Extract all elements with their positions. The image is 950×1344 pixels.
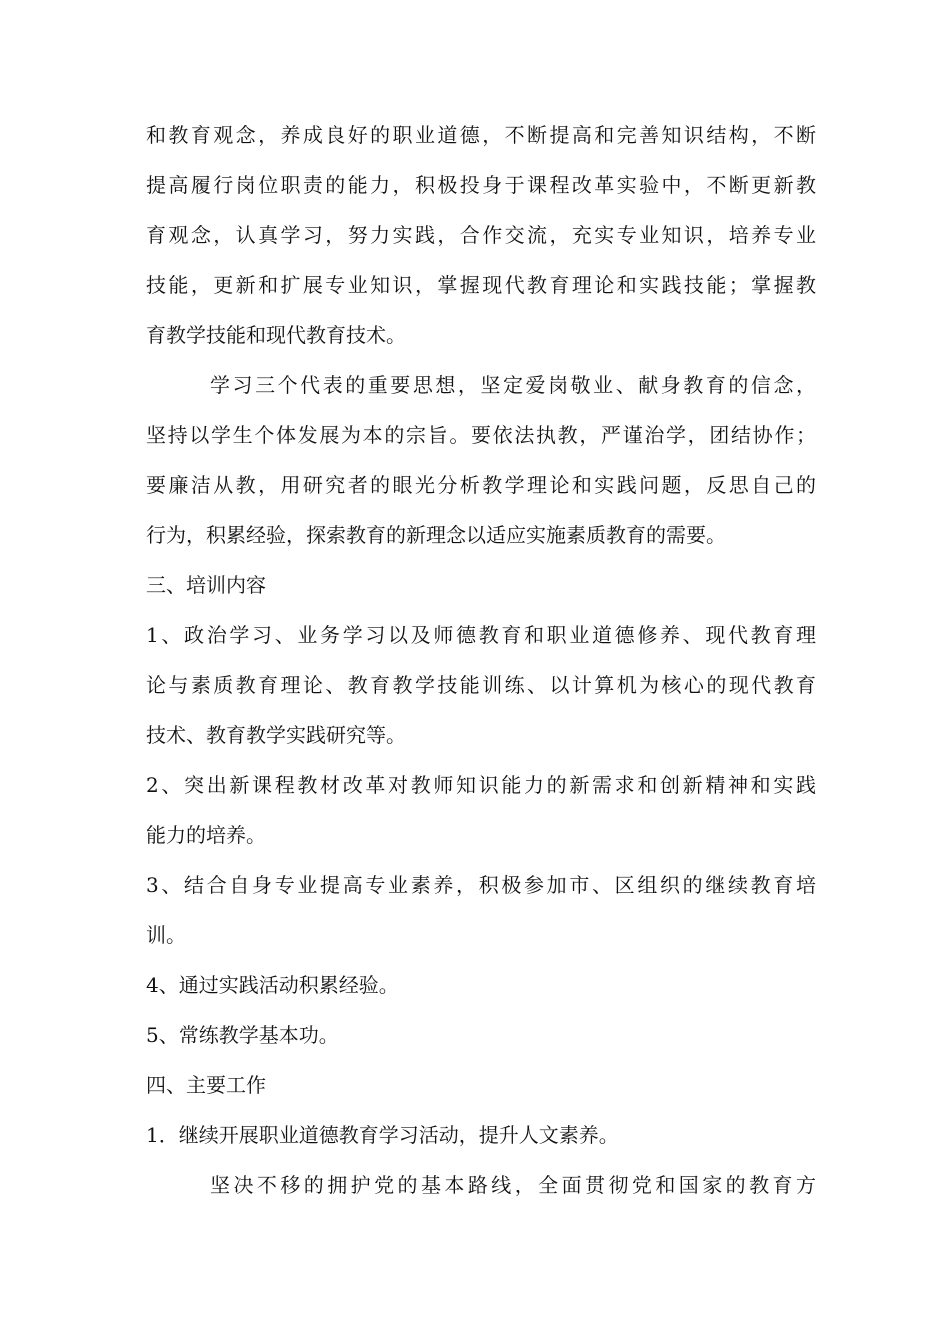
list-item-line: 4、通过实践活动积累经验。 [146, 973, 399, 997]
subsection-heading: 1．继续开展职业道德教育学习活动，提升人文素养。 [146, 1123, 619, 1147]
list-item-line: 技术、教育教学实践研究等。 [146, 723, 406, 747]
section-heading: 四、主要工作 [146, 1073, 266, 1097]
list-item-line: 3、结合自身专业提高专业素养，积极参加市、区组织的继续教育培 [146, 873, 816, 897]
paragraph-line: 要廉洁从教，用研究者的眼光分析教学理论和实践问题，反思自己的 [146, 473, 816, 497]
list-item-line: 1、政治学习、业务学习以及师德教育和职业道德修养、现代教育理 [146, 623, 816, 647]
paragraph-line: 坚决不移的拥护党的基本路线，全面贯彻党和国家的教育方 [210, 1173, 816, 1197]
paragraph-line: 育教学技能和现代教育技术。 [146, 323, 406, 347]
list-item-line: 论与素质教育理论、教育教学技能训练、以计算机为核心的现代教育 [146, 673, 816, 697]
paragraph-line: 育观念，认真学习，努力实践，合作交流，充实专业知识，培养专业 [146, 223, 816, 247]
list-item-line: 训。 [146, 923, 186, 947]
list-item-line: 2、突出新课程教材改革对教师知识能力的新需求和创新精神和实践 [146, 773, 816, 797]
paragraph-line: 技能，更新和扩展专业知识，掌握现代教育理论和实践技能；掌握教 [146, 273, 816, 297]
paragraph-line: 学习三个代表的重要思想，坚定爱岗敬业、献身教育的信念， [210, 373, 816, 397]
paragraph-line: 提高履行岗位职责的能力，积极投身于课程改革实验中，不断更新教 [146, 173, 816, 197]
list-item-line: 5、常练教学基本功。 [146, 1023, 339, 1047]
section-heading: 三、培训内容 [146, 573, 266, 597]
paragraph-line: 行为，积累经验，探索教育的新理念以适应实施素质教育的需要。 [146, 523, 726, 547]
list-item-line: 能力的培养。 [146, 823, 266, 847]
paragraph-line: 和教育观念，养成良好的职业道德，不断提高和完善知识结构，不断 [146, 123, 816, 147]
paragraph-line: 坚持以学生个体发展为本的宗旨。要依法执教，严谨治学，团结协作； [146, 423, 816, 447]
